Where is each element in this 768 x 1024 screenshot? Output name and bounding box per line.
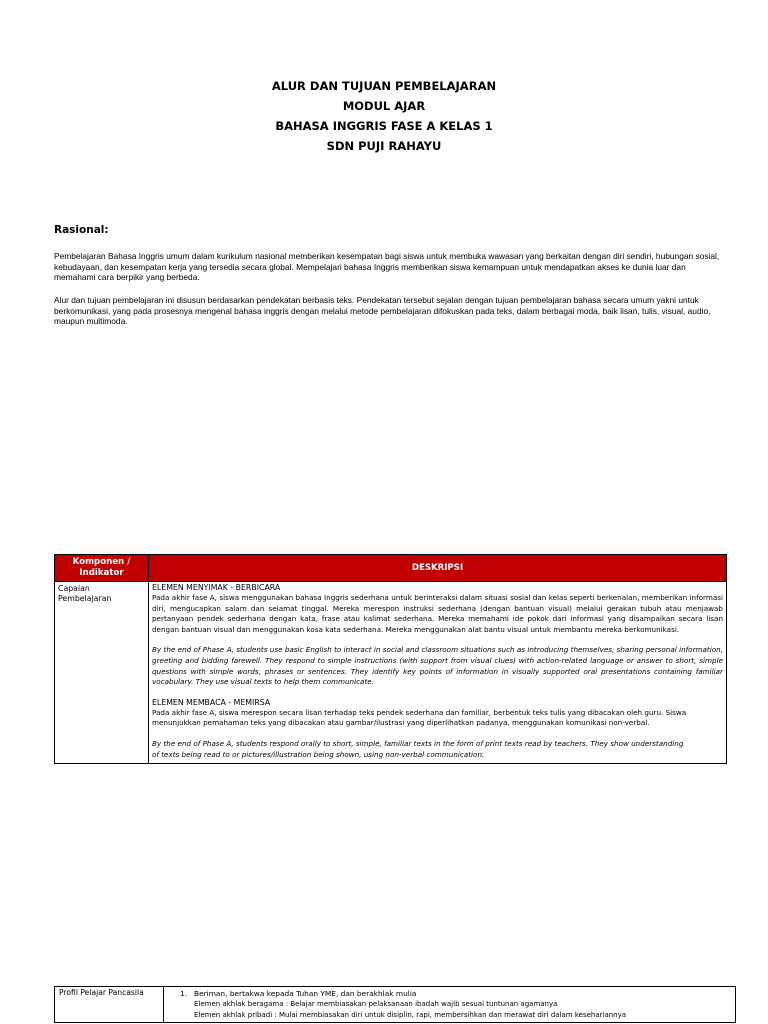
title-line: MODUL AJAR	[342, 99, 426, 113]
elemen-menyimak-title: ELEMEN MENYIMAK - BERBICARA	[152, 583, 281, 592]
profil-item-text: Beriman, bertakwa kepada Tuhan YME, dan berakhlak mulia	[194, 989, 417, 998]
profil-item-number: 1.	[180, 989, 188, 998]
elemen-membaca-en-line-2: of texts being read to or pictures/illustration being shown, using non-verbal communication.	[152, 749, 485, 759]
profil-sub-item: Elemen akhlak pribadi : Mulai membiasakan diri untuk disiplin, rapi, membersihkan dan merawat diri dalam kesehariannya	[194, 1011, 627, 1019]
profil-cell	[164, 987, 736, 1023]
elemen-membaca-id: Pada akhir fase A, siswa merespon secara lisan terhadap teks pendek sederhana dan familiar, berbentuk teks tulis yang dibacakan oleh guru. Siswa menunjukkan pemahaman teks yang dibacakan atau gambar/ilustrasi yang diperlihatkan padanya, menggunakan komunikasi non-verbal.	[152, 707, 687, 728]
elemen-membaca-title: ELEMEN MEMBACA - MEMIRSA	[152, 697, 271, 707]
table-row	[55, 582, 727, 764]
rasional-paragraph-1: Pembelajaran Bahasa Inggris umum dalam kurikulum nasional memberikan kesempatan bagi siswa untuk membuka wawasan yang berkaitan dengan diri sendiri, hubungan sosial, kebudayaan, dan kesempatan kerja yang tersedia secara global. Mempelajari bahasa Inggris memberikan siswa kemampuan untuk mendapatkan akses ke dunia luar dan memahami cara berpikir yang berbeda.	[54, 251, 720, 283]
elemen-menyimak-en: By the end of Phase A, students use basic English to interact in social and classroom situations such as introducing themselves, sharing personal information, greeting and bidding farewell. They respond to simple instructions (with support from visual clues) with action-related language or answer to short, simple questions with simple words, phrases or sentences. They identify key points of information in visually supported oral presentations containing familiar vocabulary. They use visual texts to help them communicate.	[152, 645, 723, 687]
row-label-capaian: Capaian Pembelajaran	[55, 582, 149, 764]
capaian-table	[54, 554, 727, 764]
document-title	[0, 76, 768, 156]
row-label-profil: Profil Pelajar Pancasila	[55, 987, 164, 1023]
title-line: BAHASA INGGRIS FASE A KELAS 1	[275, 119, 493, 133]
profil-item-1	[168, 988, 731, 999]
title-line: ALUR DAN TUJUAN PEMBELAJARAN	[271, 79, 497, 93]
header-komponen: Komponen / Indikator	[55, 555, 149, 582]
title-line: SDN PUJI RAHAYU	[326, 139, 442, 153]
elemen-membaca-en-line-1: By the end of Phase A, students respond orally to short, simple, familiar texts in the form of print texts read by teachers. They show understanding	[152, 738, 684, 748]
elemen-menyimak-id: Pada akhir fase A, siswa menggunakan bahasa Inggris sederhana untuk berinteraksi dalam situasi sosial dan kelas seperti berkenalan, memberikan informasi diri, mengucapkan salam dan selamat tinggal. Mereka merespon instruksi sederhana (dengan bantuan visual) melalui gerakan tubuh atau menjawab pertanyaan pendek sederhana dengan kata, frase atau kalimat sederhana. Mereka memahami ide pokok dari informasi yang disampaikan secara lisan dengan bantuan visual dan menggunakan kosa kata sederhana. Mereka menggunakan alat bantu visual untuk membantu mereka berkomunikasi.	[152, 593, 723, 634]
rasional-paragraph-2: Alur dan tujuan pembelajaran ini disusun berdasarkan pendekatan berbasis teks. Pendekatan tersebut sejalan dengan tujuan pembelajaran bahasa secara umum yakni untuk berkomunikasi, yang pada prosesnya mengenal bahasa inggris dengan melalui metode pembelajaran difokuskan pada teks, dalam berbagai moda, baik lisan, tulis, visual, audio, maupun multimoda.	[54, 295, 711, 327]
table-header-row	[55, 555, 727, 582]
header-deskripsi: DESKRIPSI	[149, 555, 727, 582]
deskripsi-cell	[149, 582, 727, 764]
profil-sub-item: Elemen akhlak beragama : Belajar membiasakan pelaksanaan ibadah wajib sesuai tuntunan agamanya	[194, 1000, 558, 1008]
table-row	[55, 987, 736, 1023]
rasional-heading: Rasional:	[54, 224, 109, 236]
profil-table	[54, 986, 736, 1023]
